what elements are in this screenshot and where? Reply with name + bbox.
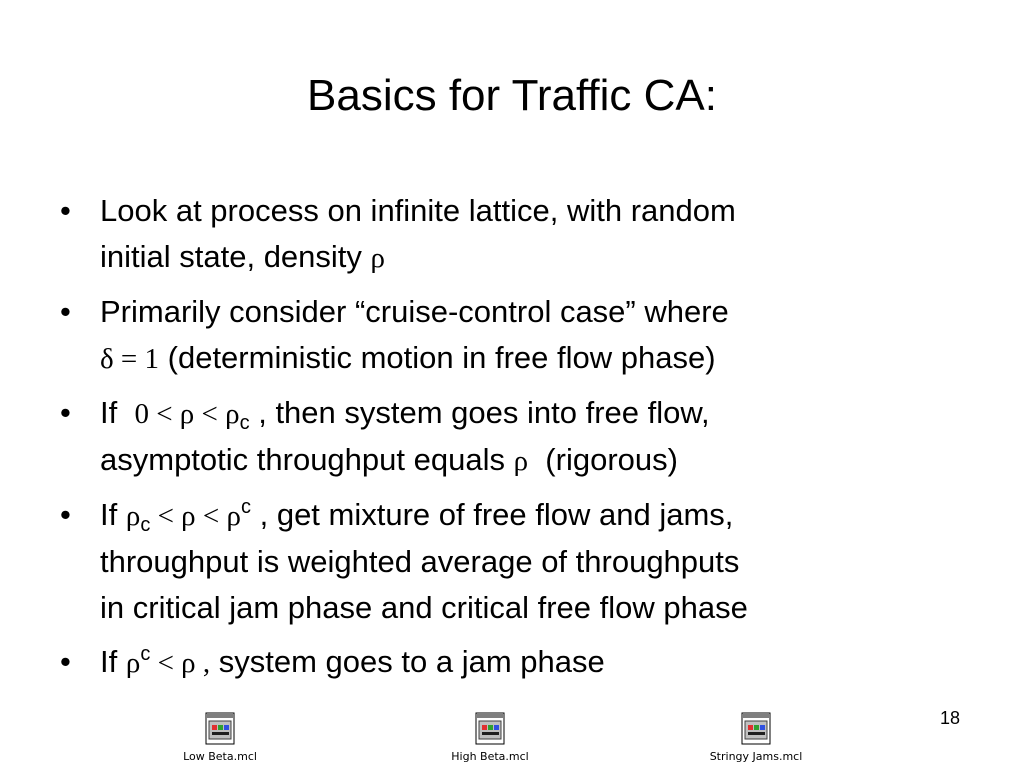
condition-subscript: c — [140, 514, 151, 536]
bullet-3-line2-rest: (rigorous) — [528, 442, 678, 477]
bullet-marker: • — [60, 395, 71, 430]
file-stringy-jams[interactable] — [706, 712, 806, 764]
bullet-5 — [56, 639, 976, 686]
file-label: High Beta.mcl — [451, 750, 529, 763]
density-symbol: ρ — [513, 445, 529, 477]
bullet-4 — [56, 492, 976, 631]
file-label: Stringy Jams.mcl — [709, 750, 803, 763]
condition-inequality: 0 < ρ < ρ — [134, 398, 240, 430]
delta-equation: δ = 1 — [100, 343, 160, 375]
condition-inequality: < ρ , — [150, 647, 211, 679]
bullet-list — [56, 188, 976, 694]
bullet-marker: • — [60, 294, 71, 329]
file-low-beta[interactable] — [170, 712, 270, 764]
bullet-4-line3: in critical jam phase and critical free flow phase — [100, 590, 748, 625]
mcl-file-icon — [740, 712, 772, 746]
bullet-5-line1-rest: system goes to a jam phase — [210, 644, 605, 679]
condition-subscript: c — [239, 412, 250, 434]
bullet-1 — [56, 188, 976, 281]
condition-rho: ρ — [125, 647, 141, 679]
bullet-marker: • — [60, 644, 71, 679]
condition-superscript: c — [240, 496, 251, 518]
bullet-marker: • — [60, 497, 71, 532]
page-number: 18 — [940, 708, 961, 728]
condition-superscript: c — [140, 643, 151, 665]
file-label: Low Beta.mcl — [183, 750, 257, 763]
bullet-1-line2-text: initial state, density — [100, 239, 371, 274]
bullet-3-line1-rest: , then system goes into free flow, — [249, 395, 710, 430]
bullet-5-prefix: If — [100, 644, 126, 679]
condition-rho: ρ — [125, 500, 141, 532]
mcl-file-icon — [474, 712, 506, 746]
density-symbol: ρ — [370, 242, 386, 274]
bullet-4-line1-rest: , get mixture of free flow and jams, — [250, 497, 734, 532]
mcl-file-icon — [204, 712, 236, 746]
bullet-4-line2: throughput is weighted average of throughputs — [100, 544, 740, 579]
condition-inequality: < ρ < ρ — [150, 500, 241, 532]
bullet-1-line1: Look at process on infinite lattice, with random — [100, 193, 736, 228]
bullet-2 — [56, 289, 976, 382]
slide-title: Basics for Traffic CA: — [307, 71, 717, 120]
bullet-3 — [56, 390, 976, 484]
bullet-marker: • — [60, 193, 71, 228]
bullet-2-line2-text: (deterministic motion in free flow phase) — [159, 340, 716, 375]
bullet-2-line1: Primarily consider “cruise-control case” where — [100, 294, 729, 329]
bullet-3-line2-text: asymptotic throughput equals — [100, 442, 514, 477]
file-high-beta[interactable] — [440, 712, 540, 764]
bullet-3-prefix: If — [100, 395, 135, 430]
bullet-4-prefix: If — [100, 497, 126, 532]
